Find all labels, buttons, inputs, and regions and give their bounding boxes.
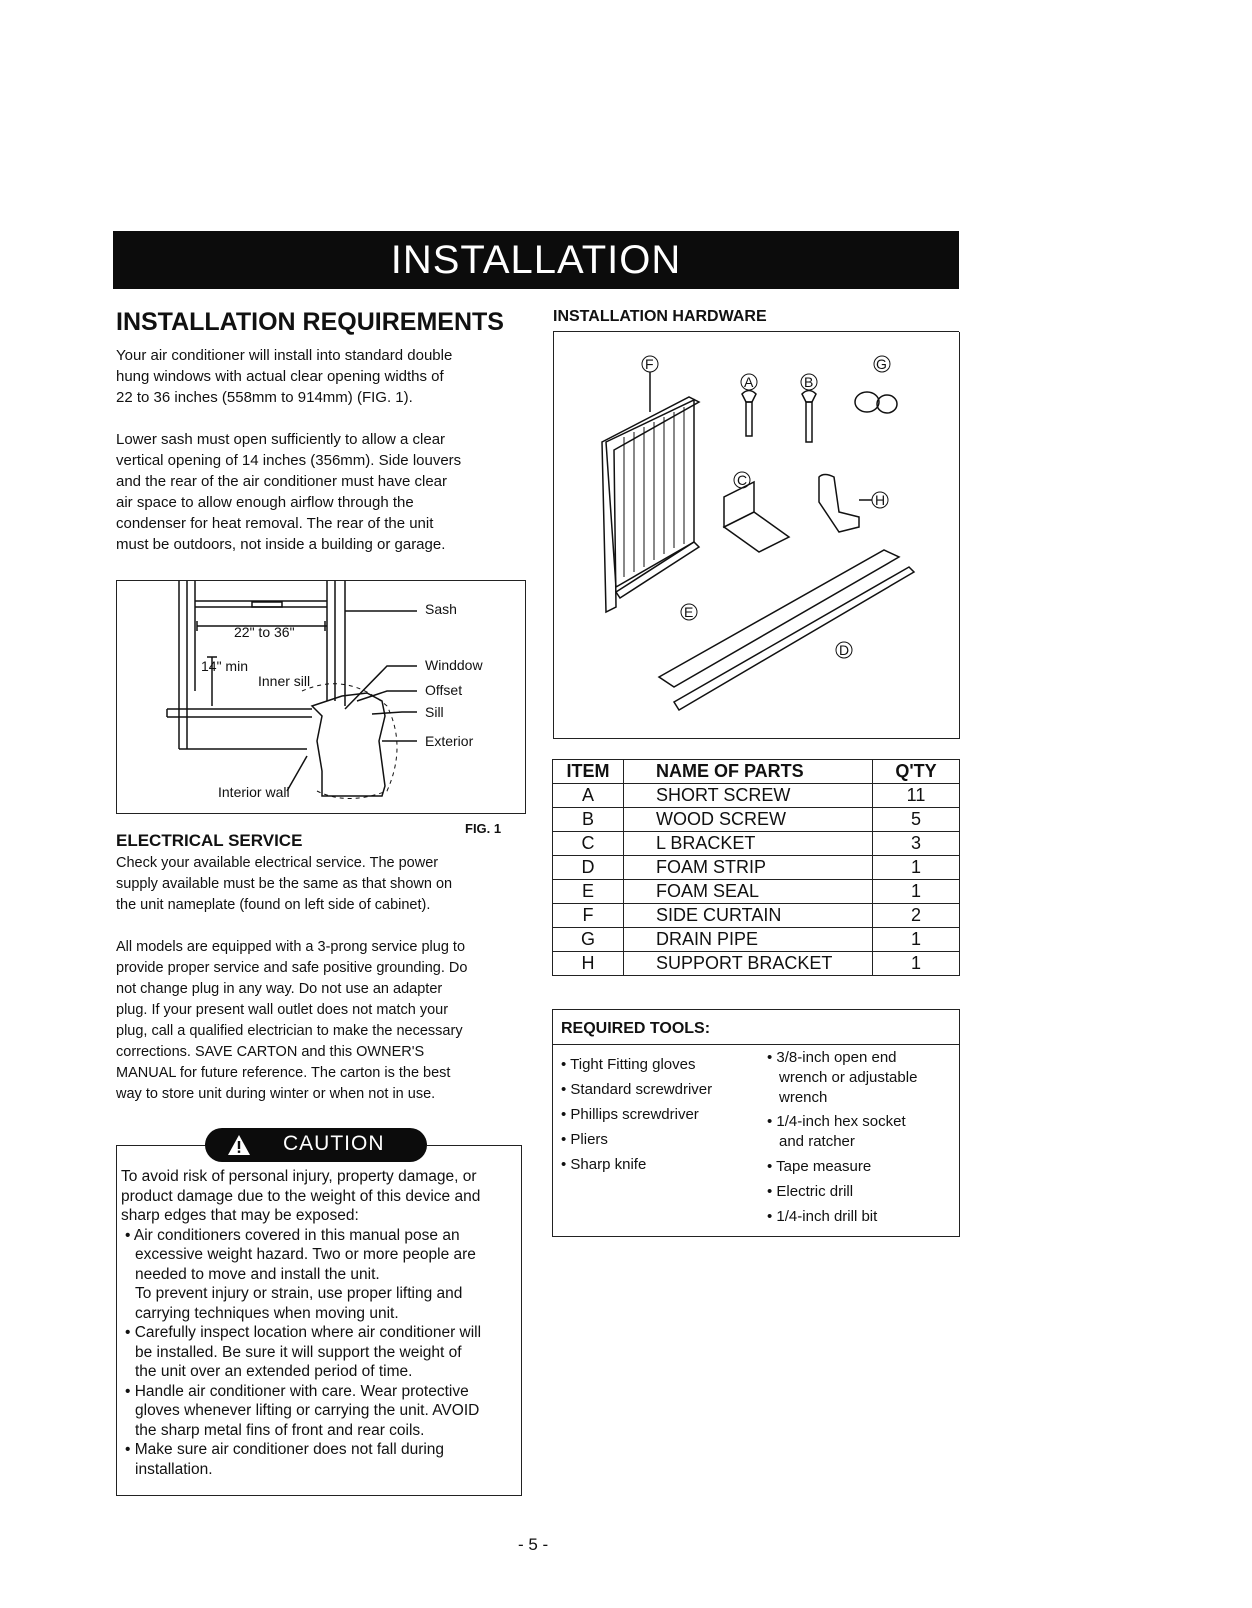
tools-right-list [767,1048,917,1227]
tools-left-list [561,1052,712,1177]
required-tools-box [552,1009,960,1237]
caution-bullet: • Handle air conditioner with care. Wear protective gloves whenever lifting or carrying the unit. AVOID the sharp metal fins of front and rear coils. [125,1382,480,1439]
parts-table [552,759,960,976]
table-row: D FOAM STRIP 1 [553,856,960,880]
window-diagram [116,580,526,814]
interior-wall-label: Interior wall [218,784,290,800]
tools-heading: REQUIRED TOOLS: [561,1020,711,1037]
page-number: - 5 - [518,1535,549,1554]
min-height-label: 14" min [201,658,248,674]
list-item: and ratcher [779,1133,855,1150]
callout-b: B [804,374,814,390]
tools-rule [553,1044,959,1045]
header-qty: Q'TY [873,760,960,784]
caution-title: CAUTION [283,1132,385,1155]
list-item: • 1/4-inch drill bit [767,1208,878,1225]
list-item: • Pliers [561,1131,608,1148]
list-item: • Standard screwdriver [561,1081,713,1098]
list-item: wrench [779,1089,828,1106]
callout-d: D [839,642,850,658]
table-row: H SUPPORT BRACKET 1 [553,952,960,976]
caution-text: To avoid risk of personal injury, property damage, or product damage due to the weight of this device and sharp edges that may be exposed: • Air conditioners covered in this manual pose an excessive weight hazard. Two or more people are needed to move and install the unit. To prevent injury or strain, use proper lifting and carrying techniques when moving unit. • Carefully inspect location where air conditioner will be installed. Be sure it will support the weight of the unit over an extended period of time. • Handle air conditioner with care. Wear protective gloves whenever lifting or carrying the unit. AVOID the sharp metal fins of front and rear coils. • Make sure air conditioner does not fall during installation. [121,1167,519,1479]
window-label: Winddow [425,657,483,673]
caution-box [116,1145,522,1496]
exterior-label: Exterior [425,733,474,749]
table-row: F SIDE CURTAIN 2 [553,904,960,928]
list-item: • 3/8-inch open end [767,1049,897,1066]
requirements-paragraph-1: Your air conditioner will install into standard double hung windows with actual clear opening widths of 22 to 36 inches (558mm to 914mm) (FIG. 1). [116,347,453,406]
list-item: • 1/4-inch hex socket [767,1113,906,1130]
callout-c: C [737,472,748,488]
callout-g: G [876,356,887,372]
caution-rule-left [117,1145,207,1146]
header-name: NAME OF PARTS [624,760,873,784]
table-row: B WOOD SCREW 5 [553,808,960,832]
hardware-heading: INSTALLATION HARDWARE [553,308,767,325]
table-row: G DRAIN PIPE 1 [553,928,960,952]
requirements-heading: INSTALLATION REQUIREMENTS [116,308,504,336]
table-header-row [553,760,960,784]
header-item: ITEM [553,760,624,784]
caution-bullet: • Air conditioners covered in this manual pose an excessive weight hazard. Two or more people are needed to move and install the unit. To prevent injury or strain, use proper lifting and carrying techniques when moving unit. [125,1226,476,1322]
table-row: E FOAM SEAL 1 [553,880,960,904]
hardware-illustration [553,332,960,739]
callout-h: H [875,492,886,508]
caution-bullet: • Carefully inspect location where air conditioner will be installed. Be sure it will support the weight of the unit over an extended period of time. [125,1324,482,1380]
list-item: • Tape measure [767,1158,872,1175]
window-diagram-drawing [117,581,525,813]
caution-rule-right [427,1145,521,1146]
inner-sill-label: Inner sill [258,673,311,689]
sash-label: Sash [425,601,457,617]
list-item: wrench or adjustable [779,1069,918,1086]
offset-label: Offset [425,682,463,698]
caution-label [205,1128,427,1162]
table-row: C L BRACKET 3 [553,832,960,856]
callout-f: F [645,356,654,372]
electrical-paragraph-2: All models are equipped with a 3-prong service plug to provide proper service and safe positive grounding. Do not change plug in any way. Do not use an adapter plug. If your present wall outlet does not match your plug, call a qualified electrician to make the necessary corrections. SAVE CARTON and this OWNER'S MANUAL for future reference. The carton is the best way to store unit during winter or when not in use. [116,939,468,1102]
list-item: • Tight Fitting gloves [561,1056,696,1073]
width-label: 22" to 36" [234,624,295,640]
list-item: • Sharp knife [561,1156,647,1173]
requirements-paragraph-2: Lower sash must open sufficiently to allow a clear vertical opening of 14 inches (356mm). Side louvers and the rear of the air conditioner must have clear air space to allow enough airflow through the condenser for heat removal. The rear of the unit must be outdoors, not inside a building or garage. [116,431,462,553]
list-item: • Phillips screwdriver [561,1106,699,1123]
callout-e: E [684,604,694,620]
table-row: A SHORT SCREW 11 [553,784,960,808]
sill-label: Sill [425,704,444,720]
callout-a: A [744,374,754,390]
hardware-drawing [554,332,959,738]
warning-icon [227,1134,251,1156]
list-item: • Electric drill [767,1183,854,1200]
section-banner: INSTALLATION [113,231,959,289]
electrical-paragraph-1: Check your available electrical service. The power supply available must be the same as that shown on the unit nameplate (found on left side of cabinet). [116,855,453,913]
electrical-heading: ELECTRICAL SERVICE [116,831,303,850]
caution-bullet: • Make sure air conditioner does not fall during installation. [125,1441,445,1478]
figure-caption: FIG. 1 [465,821,502,836]
